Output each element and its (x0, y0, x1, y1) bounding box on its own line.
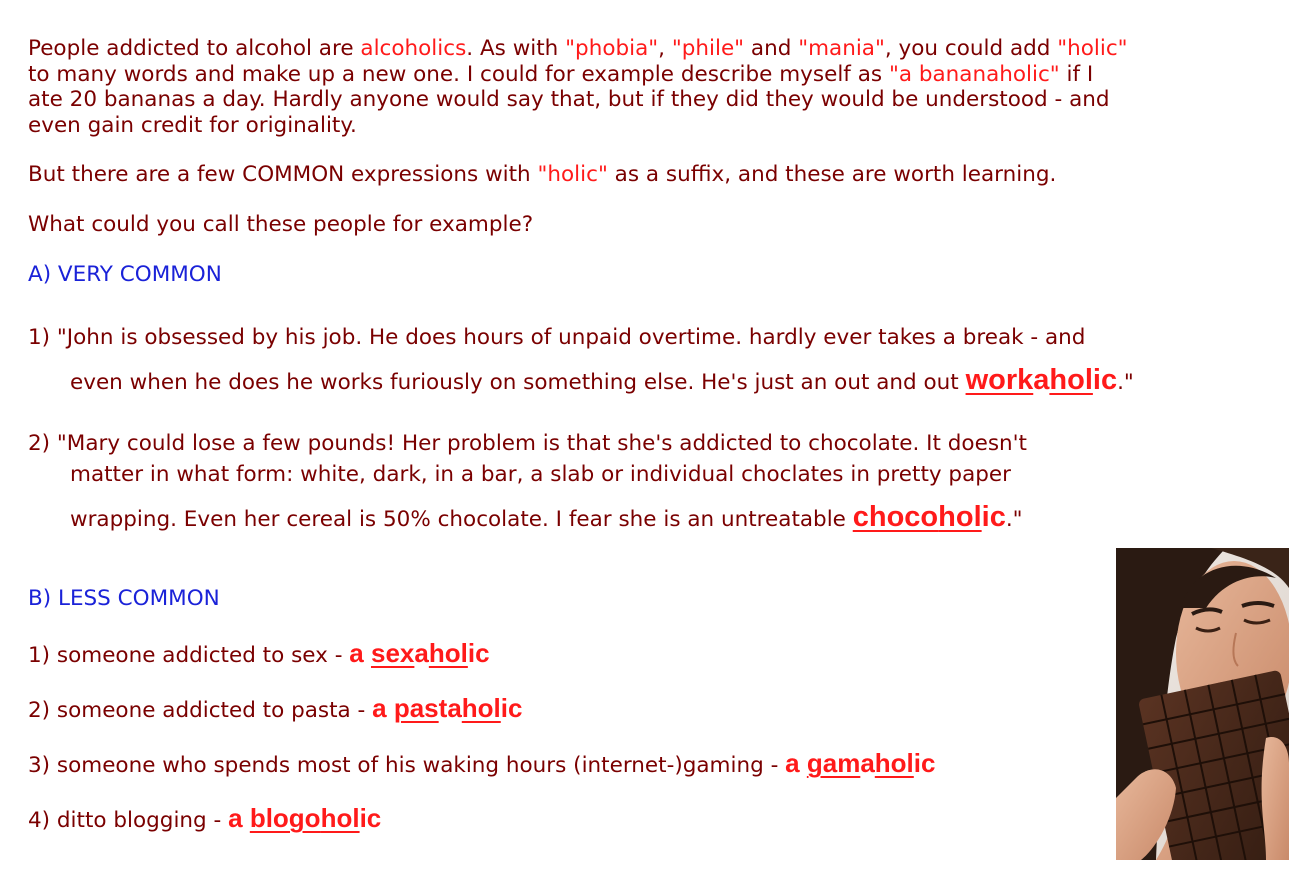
word-part: ic (981, 501, 1006, 533)
underlined-word-part: blogo (249, 803, 321, 833)
intro-line-1 (28, 36, 1128, 62)
a2-line-2: matter in what form: white, dark, in a bar, a slab or individual choclates in pretty paper (70, 462, 1011, 487)
word-part: ic (467, 638, 490, 668)
underlined-word-part: hol (1049, 364, 1093, 396)
underlined-word-part: hol (320, 803, 360, 833)
a1-line-2: even when he does he works furiously on something else. He's just an out and out workaholic." (70, 364, 1134, 396)
b-item-1: 1) someone addicted to sex - a sexaholic (28, 638, 490, 668)
highlighted-term: "phobia" (565, 36, 659, 61)
word-part: ic (500, 693, 523, 723)
underlined-word-part: pas (393, 693, 439, 723)
word-part: a (414, 638, 429, 668)
underlined-word-part: sex (370, 638, 415, 668)
intro-line-3: ate 20 bananas a day. Hardly anyone would say that, but if they did they would be understood - and (28, 87, 1110, 112)
underlined-word-part: hol (938, 501, 982, 533)
word-part: ic (359, 803, 382, 833)
underlined-word-part: choco (852, 501, 939, 533)
a1-line-1: 1) "John is obsessed by his job. He does hours of unpaid overtime. hardly ever takes a break - and (28, 325, 1086, 350)
underlined-word-part: hol (461, 693, 501, 723)
sexaholic-word (349, 638, 489, 668)
text-segment: But there are a few COMMON expressions with (28, 162, 538, 187)
common-expressions-line (28, 162, 1056, 187)
b-item-4: 4) ditto blogging - a blogoholic (28, 803, 382, 833)
highlighted-term: "phile" (671, 36, 745, 61)
word-part: ta (438, 693, 462, 723)
text-segment: if I (1059, 61, 1094, 87)
text-segment: People addicted to alcohol are (28, 36, 361, 61)
b-item-3: 3) someone who spends most of his waking hours (internet-)gaming - a gamaholic (28, 748, 936, 778)
a2-line-1: 2) "Mary could lose a few pounds! Her problem is that she's addicted to chocolate. It doesn't (28, 431, 1027, 456)
word-part: a (349, 638, 371, 668)
woman-eating-chocolate-photo (1116, 548, 1289, 860)
word-part: a (860, 748, 875, 778)
word-part: ic (913, 748, 936, 778)
highlighted-term: "mania" (798, 36, 885, 61)
intro-line-2 (28, 62, 1128, 88)
highlighted-term: "holic" (1057, 36, 1128, 61)
text-segment: as a suffix, and these are worth learning. (607, 162, 1057, 187)
word-part: a (785, 748, 807, 778)
blogoholic-word (228, 803, 381, 833)
text-segment: , (658, 36, 672, 61)
workaholic-word (966, 364, 1118, 396)
word-part: a (228, 803, 250, 833)
section-b-heading: B) LESS COMMON (28, 586, 220, 611)
underlined-word-part: hol (428, 638, 468, 668)
text-segment: . As with (466, 36, 566, 61)
text-segment: to many words and make up a new one. I could for example describe myself as (28, 61, 889, 87)
underlined-word-part: gam (806, 748, 861, 778)
underlined-word-part: hol (874, 748, 914, 778)
word-part: a (1033, 364, 1050, 396)
word-part: ic (1092, 364, 1118, 396)
text-segment: and (744, 36, 799, 61)
word-part: a (372, 693, 394, 723)
intro-line-4: even gain credit for originality. (28, 112, 357, 138)
intro-paragraph (28, 36, 1128, 138)
b-item-2: 2) someone addicted to pasta - a pastaholic (28, 693, 523, 723)
highlighted-term: "holic" (537, 162, 608, 187)
highlighted-term: "a bananaholic" (888, 61, 1060, 87)
question-line: What could you call these people for example? (28, 212, 534, 237)
chocoholic-word (853, 501, 1006, 533)
highlighted-term: alcoholics (360, 36, 467, 61)
underlined-word-part: work (965, 364, 1034, 396)
gamaholic-word (785, 748, 935, 778)
a2-line-3: wrapping. Even her cereal is 50% chocolate. I fear she is an untreatable chocoholic." (70, 501, 1023, 533)
section-a-heading: A) VERY COMMON (28, 262, 222, 287)
pastaholic-word (372, 693, 522, 723)
text-segment: , you could add (884, 36, 1058, 61)
